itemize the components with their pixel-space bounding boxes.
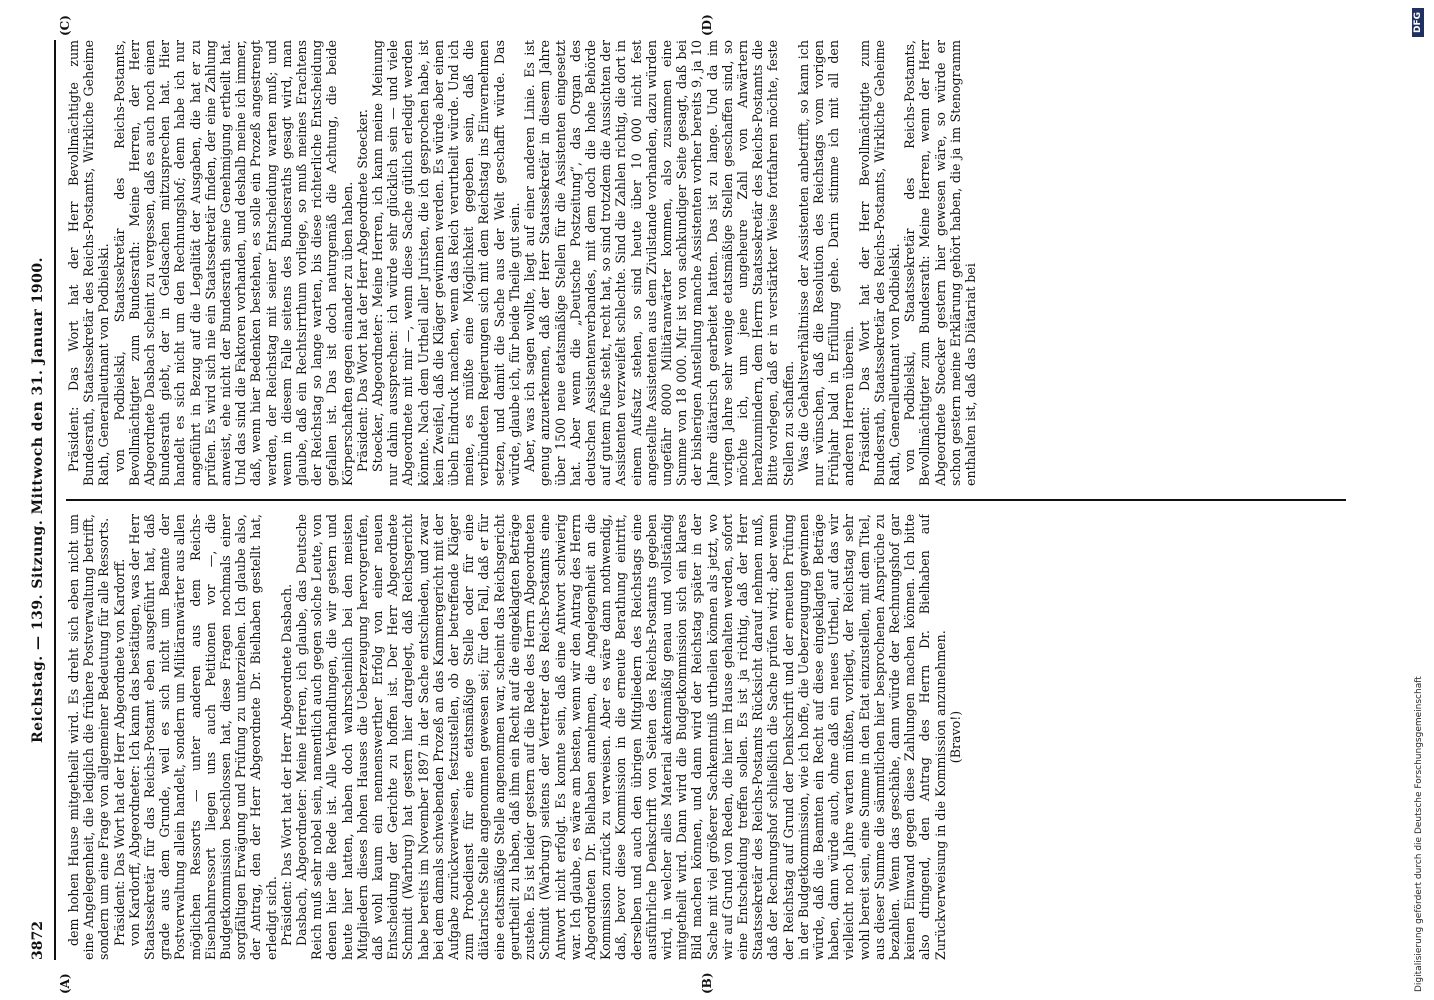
paragraph: von Kardorff, Abgeordneter: Ich kann das bestätigen, was der Herr Staatssekretär für das Reichs-Postamt eben ausgeführt hat, daß grade aus dem Grunde, weil es sich nicht um Beamte der Postverwaltung allein handelt, sondern um Militäranwärter aus allen möglichen Ressorts — unter anderen aus dem Reichs-Eisenbahnressort liegen uns auch Petitionen vor —, die Budgetkommission beschlossen hat, diese Fragen nochmals einer sorgfältigen Erwägung und Prüfung zu unterziehen. Ich glaube also, der Antrag, den der Herr Abgeordnete Dr. Bielhaben gestellt hat, erledigt sich. [126,514,279,960]
paragraph: von Podbielski, Staatssekretär des Reichs-Postamts, Bevollmächtigter zum Bundesrath: Meine Herren, wenn der Herr Abgeordnete Stoecker gestern hier gewesen wäre, so würde er schon gestern meine Erklärung gehört haben, die ja im Stenogramm enthalten ist, daß das Diätariat bei [902,40,978,486]
paragraph: dem hohen Hause mitgetheilt wird. Es dreht sich eben nicht um eine Angelegenheit, die lediglich die frühere Postverwaltung betrifft, sondern um eine Frage von allgemeiner Bedeutung für alle Ressorts. [66,514,112,960]
paragraph: Aber, was ich sagen wollte, liegt auf einer anderen Linie. Es ist genug anzuerkennen, daß der Herr Staatssekretär in diesem Jahre über 1500 neue etatsmäßige Stellen für die Assistenten eingesetzt hat. Aber wenn die „Deutsche Postzeitung“, das Organ des deutschen Assistentenverbandes, mit dem doch die hohe Behörde auf gutem Fuße steht, recht hat, so sind trotzdem die Aussichten der Assistenten verzweifelt schlechte. Sind die Zahlen richtig, die dort in einem Aufsatz stehen, so sind heute über 10 000 nicht fest angestellte Assistenten aus dem Zivilstande vorhanden, dazu würden ungefähr 8000 Militäranwärter kommen, also zusammen eine Summe von 18 000. Mir ist von sachkundiger Seite gesagt, daß bei der bisherigen Anstellung manche Assistenten vorher bereits 9, ja 10 Jahre diätarisch gearbeitet hatten. Das ist zu lange. Und da im vorigen Jahre sehr wenige etatsmäßige Stellen geschaffen sind, so möchte ich, um jene ungeheure Zahl von Anwärtern herabzumindern, dem Herrn Staatssekretär des Reichs-Postamts die Bitte vorlegen, daß er in verstärkter Weise fortfahren möchte, feste Stellen zu schaffen. [522,40,796,486]
margin-mark-a: (A) [58,973,72,994]
paragraph: Präsident: Das Wort hat der Herr Abgeordnete Dasbach. [278,583,294,946]
page-header [28,40,56,960]
paragraph: Präsident: Das Wort hat der Herr Bevollmächtigte zum Bundesrath, Staatssekretär des Reichs-Postamts, Wirkliche Geheime Rath, Generalleutnant von Podbielski. [66,40,112,486]
paragraph: Stoecker, Abgeordneter: Meine Herren, ich kann meine Meinung nur dahin aussprechen: ich würde sehr glücklich sein — und viele Abgeordnete mit mir —, wenn diese Sache gütlich erledigt werden könnte. Nach dem Urtheil aller Juristen, die ich gesprochen habe, ist kein Zweifel, daß die Kläger gewinnen werden. Es würde aber einen übeln Eindruck machen, wenn das Reich verurtheilt würde. Und ich meine, es müßte eine Möglichkeit gegeben sein, daß die verbündeten Regierungen sich mit dem Reichstag ins Einvernehmen setzen, und damit die Sache aus der Welt geschafft würde. Das würde, glaube ich, für beide Theile gut sein. [370,40,522,486]
page-title: Reichstag. — 139. Sitzung. Mittwoch den 31. Januar 1900. [30,257,46,744]
right-column [66,40,1346,486]
paragraph: Präsident: Das Wort hat der Herr Abgeordnete von Kardorff. [111,558,127,946]
page-footer [1412,8,1428,992]
paragraph: von Podbielski, Staatssekretär des Reichs-Postamts, Bevollmächtigter zum Bundesrath: Meine Herren, der Herr Abgeordnete Dasbach scheint zu vergessen, daß es auch noch einen Bundesrath giebt, der in Geldsachen mitzusprechen hat. Hier handelt es sich nicht um den Rechnungshof; denn habe ich nur angeführt in Bezug auf die Legalität der Ausgaben, die hat er zu prüfen. Es wird sich nie ein Staatssekretär finden, der eine Zahlung anweist, ehe nicht der Bundesrath seine Genehmigung ertheilt hat. Und das sind die Faktoren vorhanden, und deshalb meine ich immer, daß, wenn hier Bedenken bestehen, es solle ein Prozeß angestrengt werden, der Reichstag mit seiner Entscheidung warten muß; und wenn in diesem Falle seitens des Bundesraths gesagt wird, man glaube, daß ein Rechtsirrthum vorliege, so muß meines Erachtens der Reichstag so lange warten, bis diese richterliche Entscheidung gefallen ist. Das ist doch naturgemäß die Achtung, die beide Körperschaften gegen einander zu üben haben. [111,40,355,486]
page-number: 3872 [30,921,46,960]
paragraph: Was die Gehaltsverhältnisse der Assistenten anbetrifft, so kann ich nur wünschen, daß die Resolution des Reichstags vom vorigen Frühjahr bald in Erfüllung gehe. Darin stimme ich mit all den anderen Herren überein. [795,40,857,486]
applause-note: (Bravo!) [947,710,963,764]
paragraph: Dasbach, Abgeordneter: Meine Herren, ich glaube, das Deutsche Reich muß sehr nobel sein, namentlich auch gegen solche Leute, von denen hier die Rede ist. Alle Verhandlungen, die wir gestern und heute hier hatten, haben doch wahrscheinlich bei den meisten Mitgliedern dieses hohen Hauses die Ueberzeugung hervorgerufen, daß wohl kaum ein nennenswerther Erfolg von einer neuen Entscheidung der Gerichte zu hoffen ist. Der Herr Abgeordnete Schmidt (Warburg) hat gestern hier dargelegt, daß Reichsgericht habe bereits im November 1897 in der Sache entschieden, und zwar bei dem damals schwebenden Prozeß an das Kammergericht mit der Aufgabe zurückverwiesen, festzustellen, ob der betreffende Kläger zum Probedienst für eine etatsmäßige Stelle oder für eine diätarische Stelle angenommen gewesen sei; für den Fall, daß er für eine etatsmäßige Stelle angenommen war, scheint das Reichsgericht geurtheilt zu haben, daß ihm ein Recht auf die eingeklagten Beträge zustehe. Es ist leider gestern auf die Rede des Herrn Abgeordneten Schmidt (Warburg) seitens der Vertreter des Reichs-Postamts eine Antwort nicht erfolgt. Es konnte sein, daß eine Antwort schwierig war. Ich glaube, es wäre am besten, wenn wir den Antrag des Herrn Abgeordneten Dr. Bielhaben annehmen, die Angelegenheit an die Kommission zurück zu verweisen. Aber es wäre dann nothwendig, daß, bevor diese Kommission in die erneute Berathung eintritt, derselben und auch den übrigen Mitgliedern des Reichstags eine ausführliche Denkschrift von Seiten des Reichs-Postamts gegeben wird, in welcher alles Material aktenmäßig genau und vollständig mitgetheilt wird. Dann wird die Budgetkommission sich ein klares Bild machen können, und dann wird der Reichstag später in der Sache mit viel größerer Sachkenntniß urtheilen können als jetzt, wo wir auf Grund von Reden, die hier im Hause gehalten werden, sofort eine Entscheidung treffen sollen. Es ist ja richtig, daß der Herr Staatssekretär des Reichs-Postamts Rücksicht darauf nehmen muß, daß der Rechnungshof schließlich die Sache prüfen wird; aber wenn der Reichstag auf Grund der Denkschrift und der erneuten Prüfung in der Budgetkommission, wie ich hoffe, die Ueberzeugung gewinnen würde, daß die Beamten ein Recht auf diese eingeklagten Beträge haben, dann würde auch, ohne daß ein neues Urtheil, auf das wir vielleicht noch Jahre warten müßten, vorliegt, der Reichstag sehr wohl bereit sein, eine Summe in den Etat einzustellen, mit dem Titel, aus dieser Summe die sämmtlichen hier besprochenen Ansprüche zu bezahlen. Wenn das geschähe, dann würde der Rechnungshof gar keinen Einwand gegen diese Zahlungen machen können. Ich bitte also dringend, den Antrag des Herrn Dr. Bielhaben auf Zurückverweisung in die Kommission anzunehmen. [294,514,948,960]
margin-mark-b: (B) [700,972,714,994]
margin-mark-c: (C) [58,15,72,36]
funding-note: Digitalisierung gefördert durch die Deutsche Forschungsgemeinschaft [1414,676,1424,992]
dfg-logo: DFG [1412,8,1424,37]
margin-mark-d: (D) [700,14,714,36]
column-divider [66,499,1346,501]
paragraph: Präsident: Das Wort hat der Herr Abgeordnete Stoecker. [354,109,370,472]
left-column [66,514,1346,960]
paragraph: Präsident: Das Wort hat der Herr Bevollmächtigte zum Bundesrath, Staatssekretär des Reichs-Postamts, Wirkliche Geheime Rath, Generalleutnant von Podbielski. [856,40,902,486]
